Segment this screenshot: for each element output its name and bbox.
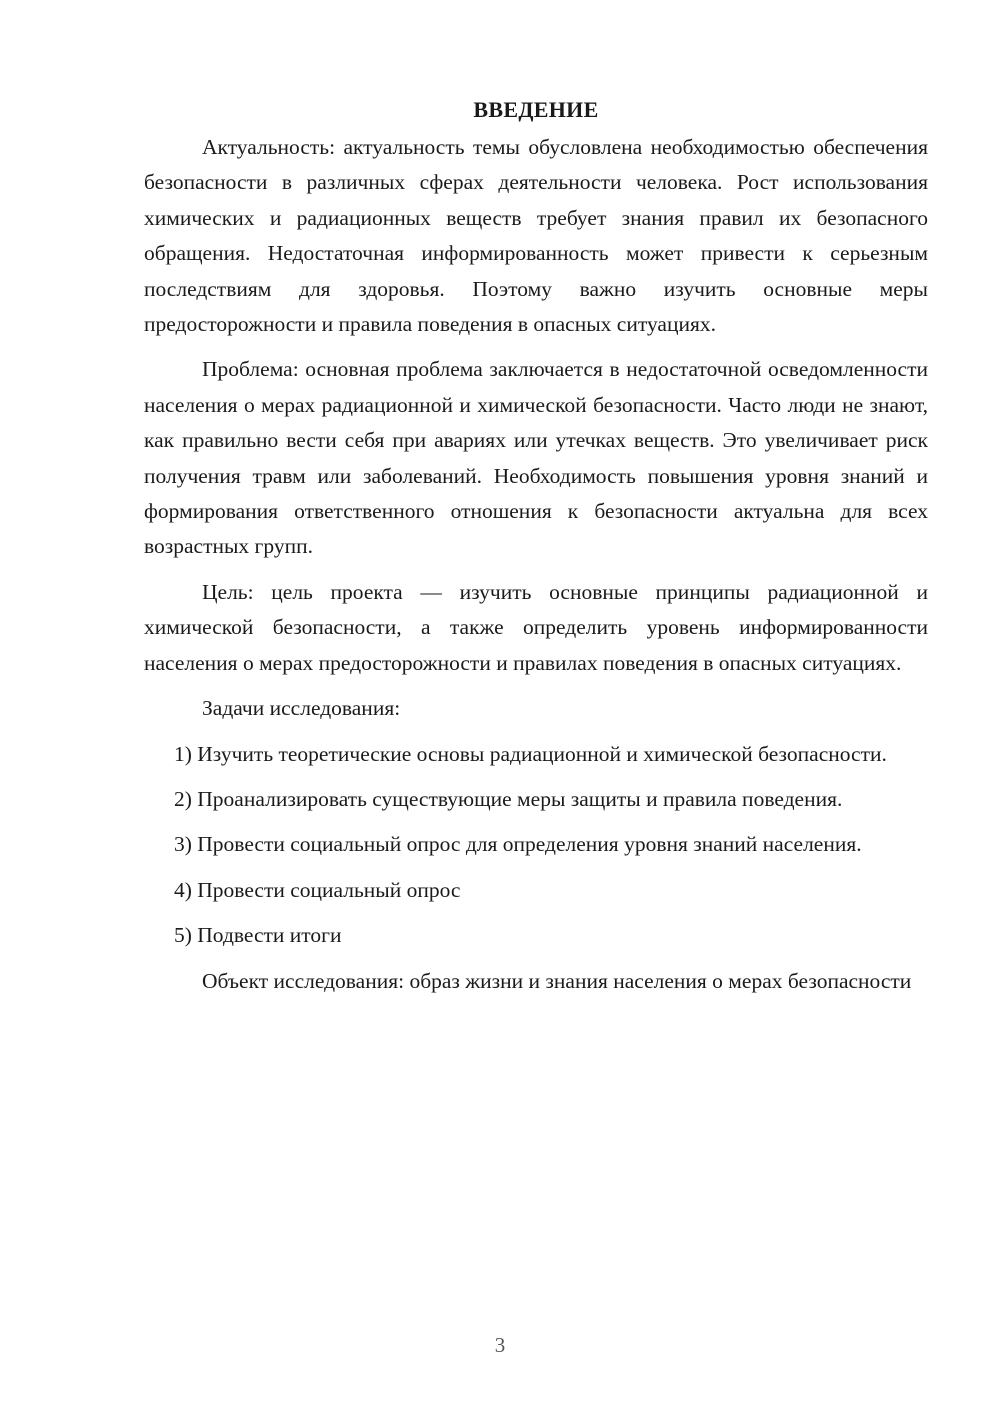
task-item-5: 5) Подвести итоги — [174, 923, 342, 948]
task-item-3: 3) Провести социальный опрос для определения уровня знаний населения. — [174, 832, 862, 857]
relevance-paragraph: Актуальность: актуальность темы обусловлена необходимостью обеспечения безопасности в различных сферах деятельности человека. Рост использования химических и радиационных веществ требует знания правил их безопасного обращения. Недостаточная информированность может привести к серьезным последствиям для здоровья. Поэтому важно изучить основные меры предосторожности и правила поведения в опасных ситуациях. — [144, 135, 928, 337]
page-title: ВВЕДЕНИЕ — [473, 97, 599, 122]
problem-paragraph: Проблема: основная проблема заключается в недостаточной осведомленности населения о мерах радиационной и химической безопасности. Часто люди не знают, как правильно вести себя при авариях или утечках веществ. Это увеличивает риск получения травм или заболеваний. Необходимость повышения уровня знаний и формирования ответственного отношения к безопасности актуальна для всех возрастных групп. — [144, 357, 928, 559]
document-page — [144, 92, 928, 1009]
task-item-4: 4) Провести социальный опрос — [174, 877, 461, 902]
page-number: 3 — [494, 1333, 506, 1357]
tasks-heading: Задачи исследования: — [202, 696, 401, 721]
task-item-2: 2) Проанализировать существующие меры защиты и правила поведения. — [174, 786, 843, 811]
object-paragraph: Объект исследования: образ жизни и знания населения о мерах безопасности — [202, 968, 912, 993]
goal-paragraph: Цель: цель проекта — изучить основные принципы радиационной и химической безопасности, а также определить уровень информированности населения о мерах предосторожности и правилах поведения в опасных ситуациях. — [144, 579, 928, 675]
task-item-1: 1) Изучить теоретические основы радиационной и химической безопасности. — [174, 741, 887, 766]
